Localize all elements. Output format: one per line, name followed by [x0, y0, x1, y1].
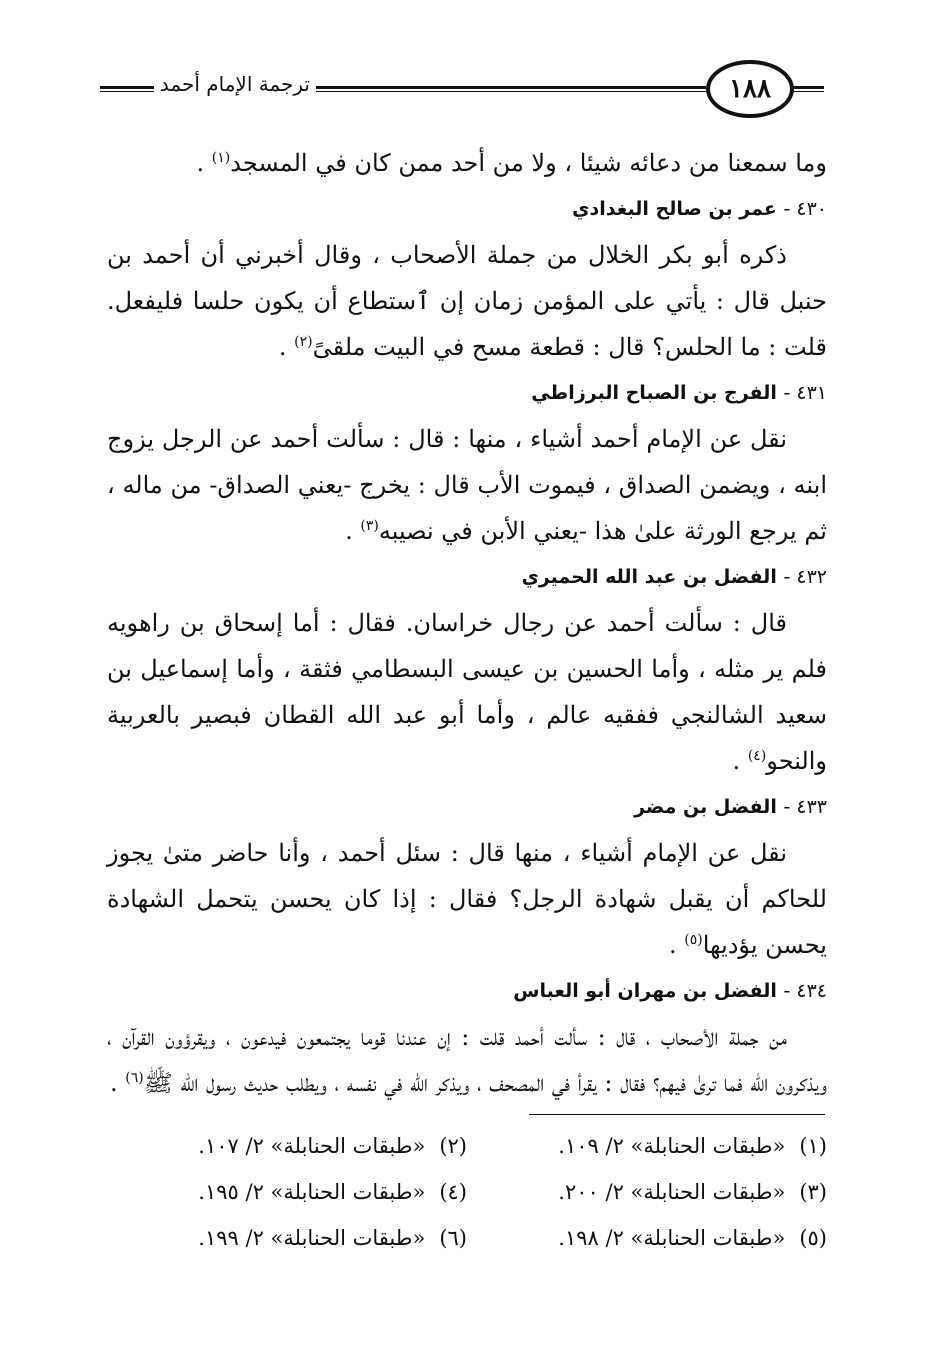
- entry-end: .: [732, 747, 741, 775]
- entry-name: الفضل بن مهران أبو العباس: [513, 980, 777, 1002]
- entry-end: .: [345, 517, 353, 545]
- running-title: ترجمة الإمام أحمد: [159, 72, 310, 96]
- footnote: [487, 1220, 827, 1256]
- footnote: [127, 1174, 467, 1210]
- footnote-mark: (٣): [799, 1180, 827, 1204]
- footnote-text: «طبقات الحنابلة» ٢/ ١٩٥.: [198, 1180, 426, 1204]
- entry-text: نقل عن الإمام أحمد أشياء ، منها : قال : سألت أحمد عن الرجل يزوج ابنه ، ويضمن الصداق ، فيموت الأب قال : يخرج -يعني الصداق- من ماله ، ثم يرجع الورثة علىٰ هذا -يعني الأبن في نصيبه: [107, 425, 827, 545]
- entry-name: عمر بن صالح البغدادي: [572, 198, 777, 220]
- entry-paragraph: [107, 830, 827, 968]
- footnote-ref: (٥): [684, 932, 703, 948]
- footnote: [127, 1128, 467, 1164]
- entry-text: ذكره أبو بكر الخلال من جملة الأصحاب ، وقال أخبرني أن أحمد بن حنبل قال : يأتي على المؤمن زمان إن ٱستطاع أن يكون حلسا فليفعل. قلت : ما الحلس؟ قال : قطعة مسح في البيت ملقىً: [107, 241, 827, 361]
- footnote-mark: (١): [799, 1134, 827, 1158]
- entry-paragraph: [107, 600, 827, 784]
- entry-end: .: [110, 1069, 118, 1097]
- footnote: [127, 1220, 467, 1256]
- intro-text: وما سمعنا من دعائه شيئا ، ولا من أحد ممن كان في المسجد: [230, 149, 827, 177]
- entry-text: قال : سألت أحمد عن رجال خراسان. فقال : أما إسحاق بن راهويه فلم ير مثله ، وأما الحسين بن عيسى البسطامي فثقة ، وأما إسماعيل بن سعيد الشالنجي ففقيه عالم ، وأما أبو عبد الله القطان فبصير بالعربية والنحو: [107, 609, 827, 775]
- entry-number: ٤٣٤ -: [783, 980, 827, 1002]
- entry-paragraph: [107, 1014, 827, 1106]
- header-rule-middle: [316, 86, 706, 92]
- footnote-mark: (٢): [439, 1134, 467, 1158]
- header-rule-left: [100, 86, 154, 92]
- footnote-text: «طبقات الحنابلة» ٢/ ١٩٩.: [198, 1226, 426, 1250]
- footnote-ref: (٢): [294, 334, 313, 350]
- entry-name: الفضل بن عبد الله الحميري: [521, 566, 777, 588]
- main-text: [107, 140, 827, 1106]
- entry-text: نقل عن الإمام أشياء ، منها قال : سئل أحمد ، وأنا حاضر متىٰ يجوز للحاكم أن يقبل شهادة الرجل؟ فقال : إذا كان يحسن يتحمل الشهادة يحسن يؤديها: [107, 839, 827, 959]
- entry-number: ٤٣١ -: [783, 382, 827, 404]
- page-header: [100, 60, 824, 120]
- footnote-text: «طبقات الحنابلة» ٢/ ١٩٨.: [558, 1226, 786, 1250]
- footnote-mark: (٦): [439, 1226, 467, 1250]
- footnote-ref: (٣): [360, 518, 379, 534]
- page-number: ١٨٨: [706, 60, 794, 118]
- entry-number: ٤٣٠ -: [783, 198, 827, 220]
- entry-paragraph: [107, 232, 827, 370]
- footnote-text: «طبقات الحنابلة» ٢/ ١٠٩.: [558, 1134, 786, 1158]
- footnote-divider: [529, 1114, 825, 1115]
- intro-end: .: [196, 149, 205, 177]
- header-rule-right: [792, 86, 824, 92]
- entry-name: الفضل بن مضر: [634, 796, 777, 818]
- entry-number: ٤٣٢ -: [783, 566, 827, 588]
- footnote-ref: (١): [211, 150, 231, 166]
- entry-end: .: [668, 931, 677, 959]
- footnotes: [127, 1128, 827, 1256]
- entry-heading: [107, 554, 827, 600]
- footnote-mark: (٤): [439, 1180, 467, 1204]
- entry-heading: [107, 968, 827, 1014]
- entry-heading: [107, 370, 827, 416]
- footnote-ref: (٤): [747, 748, 767, 764]
- intro-paragraph: [107, 140, 827, 186]
- entry-heading: [107, 784, 827, 830]
- footnote-text: «طبقات الحنابلة» ٢/ ٢٠٠.: [558, 1180, 786, 1204]
- footnote-ref: (٦): [125, 1070, 144, 1086]
- footnote-text: «طبقات الحنابلة» ٢/ ١٠٧.: [198, 1134, 426, 1158]
- footnote: [487, 1174, 827, 1210]
- footnote-mark: (٥): [799, 1226, 827, 1250]
- entry-text: من جملة الأصحاب ، قال : سألت أحمد قلت : إن عندنا قوما يجتمعون فيدعون ، ويقرؤون القرآن ، ويذكرون الله فما ترىٰ فيهم؟ فقال : يقرأ في المصحف ، ويذكر الله في نفسه ، ويطلب حديث رسول الله ﷺ: [107, 1023, 827, 1097]
- entry-heading: [107, 186, 827, 232]
- entry-number: ٤٣٣ -: [783, 796, 827, 818]
- entry-name: الفرج بن الصباح البرزاطي: [531, 382, 777, 404]
- entry-end: .: [278, 333, 287, 361]
- entry-paragraph: [107, 416, 827, 554]
- footnote: [487, 1128, 827, 1164]
